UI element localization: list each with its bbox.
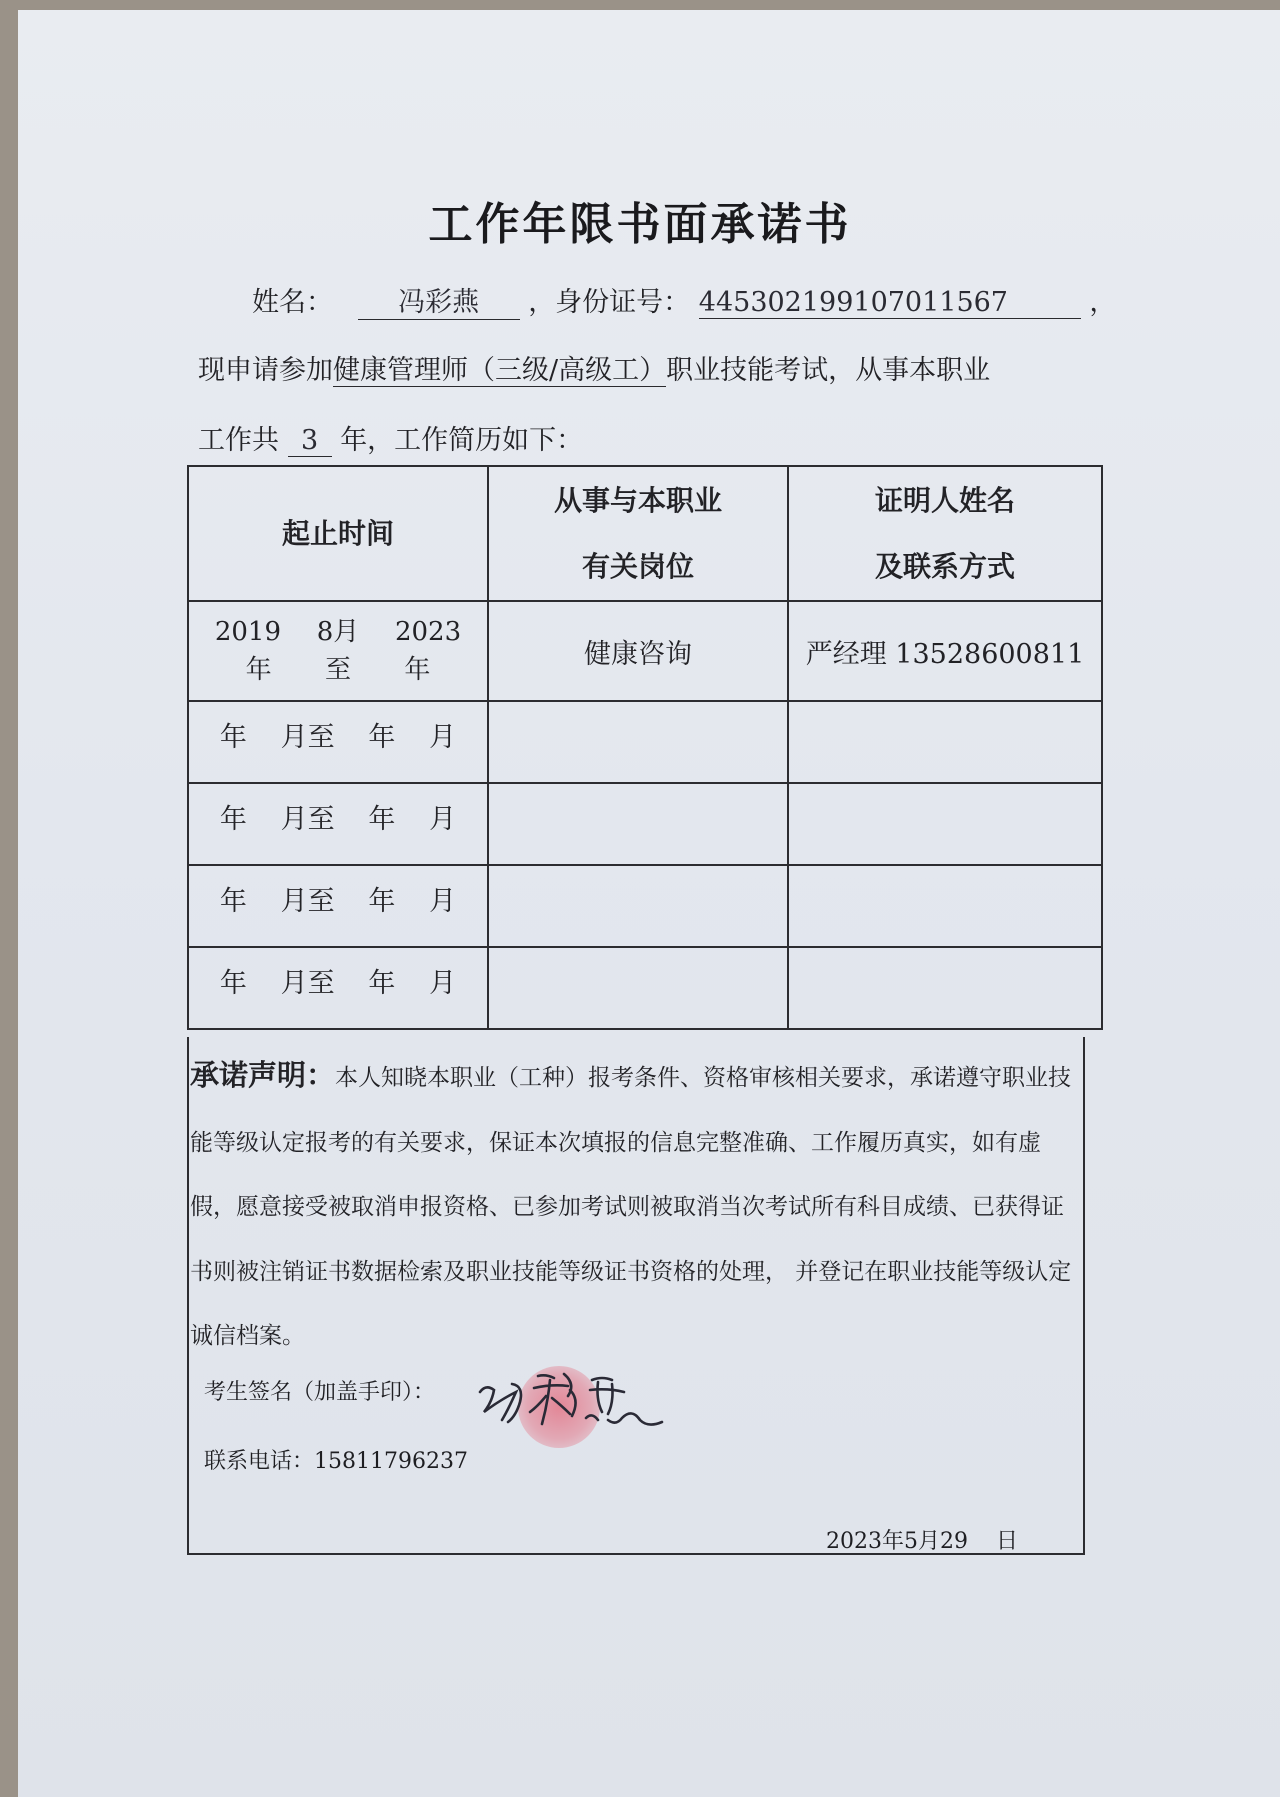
position-cell: [488, 701, 788, 783]
position-cell: [488, 947, 788, 1029]
start-year: 2019: [214, 617, 282, 647]
table-header-row: [188, 466, 1102, 601]
end-year-unit: 年: [404, 655, 431, 685]
end-year: 2023: [394, 617, 462, 647]
date-suffix: 日: [995, 1529, 1018, 1554]
phone-value: 15811796237: [314, 1449, 468, 1474]
phone-label: 联系电话：: [204, 1449, 315, 1474]
signature-strokes: [472, 1362, 672, 1442]
handwritten-signature: [472, 1362, 672, 1446]
period-cell: 年 月至 年 月: [188, 865, 488, 947]
trailing-comma: ，: [1089, 287, 1117, 318]
position-cell: 健康咨询: [488, 601, 788, 701]
pledge-statement: [190, 1043, 1085, 1369]
header-period: 起止时间: [188, 466, 488, 601]
witness-cell: [788, 783, 1102, 865]
id-label: ，身份证号：: [528, 287, 691, 318]
position-cell: [488, 783, 788, 865]
witness-cell: 严经理 13528600811: [788, 601, 1102, 701]
date-line: [826, 1524, 1018, 1555]
years-prefix: 工作共: [198, 425, 279, 456]
occupation-value: 健康管理师（三级/高级工）: [333, 355, 667, 386]
years-suffix: 年，工作简历如下：: [340, 425, 584, 456]
years-line: [198, 418, 583, 457]
period-cell: 年 月至 年 月: [188, 701, 488, 783]
applicant-line: [252, 280, 1116, 320]
period-cell: 年 月至 年 月: [188, 947, 488, 1029]
header-witness-line2: 及联系方式: [874, 549, 1015, 583]
to-label: 至: [324, 655, 351, 685]
table-row: [188, 865, 1102, 947]
name-label: 姓名：: [252, 287, 333, 318]
position-cell: [488, 865, 788, 947]
witness-cell: [788, 947, 1102, 1029]
date-value: 2023年5月29: [826, 1529, 968, 1554]
page-title: 工作年限书面承诺书: [428, 199, 852, 250]
start-year-unit: 年: [245, 655, 272, 685]
signature-label: 考生签名（加盖手印）：: [204, 1380, 436, 1405]
header-position-line1: 从事与本职业: [553, 483, 722, 517]
table-row: [188, 947, 1102, 1029]
witness-cell: [788, 865, 1102, 947]
phone-line: [204, 1444, 468, 1475]
pledge-heading: 承诺声明：: [190, 1058, 336, 1092]
apply-prefix: 现申请参加: [198, 355, 333, 386]
start-month: 8月: [316, 617, 360, 647]
apply-suffix: 职业技能考试，从事本职业: [666, 355, 991, 386]
pledge-text: 本人知晓本职业（工种）报考条件、资格审核相关要求，承诺遵守职业技能等级认定报考的有关要求，保证本次填报的信息完整准确、工作履历真实，如有虚假，愿意接受被取消申报资格、已参加考试则被取消当次考试所有科目成绩、已获得证书则被注销证书数据检索及职业技能等级证书资格的处理， 并登记在职业技能等级认定诚信档案。: [190, 1065, 1072, 1349]
witness-cell: [788, 701, 1102, 783]
table-row: [188, 783, 1102, 865]
period-cell: 年 月至 年 月: [188, 783, 488, 865]
header-witness: [788, 466, 1102, 601]
header-position: [488, 466, 788, 601]
work-history-table: [187, 465, 1103, 1030]
apply-line: [198, 348, 990, 387]
header-position-line2: 有关岗位: [581, 549, 694, 583]
name-value: 冯彩燕: [358, 280, 520, 320]
years-value: 3: [288, 425, 332, 457]
header-witness-line1: 证明人姓名: [874, 483, 1015, 517]
period-cell: [188, 601, 488, 701]
table-row: [188, 701, 1102, 783]
id-number-value: 445302199107011567: [699, 287, 1081, 319]
table-row: [188, 601, 1102, 701]
